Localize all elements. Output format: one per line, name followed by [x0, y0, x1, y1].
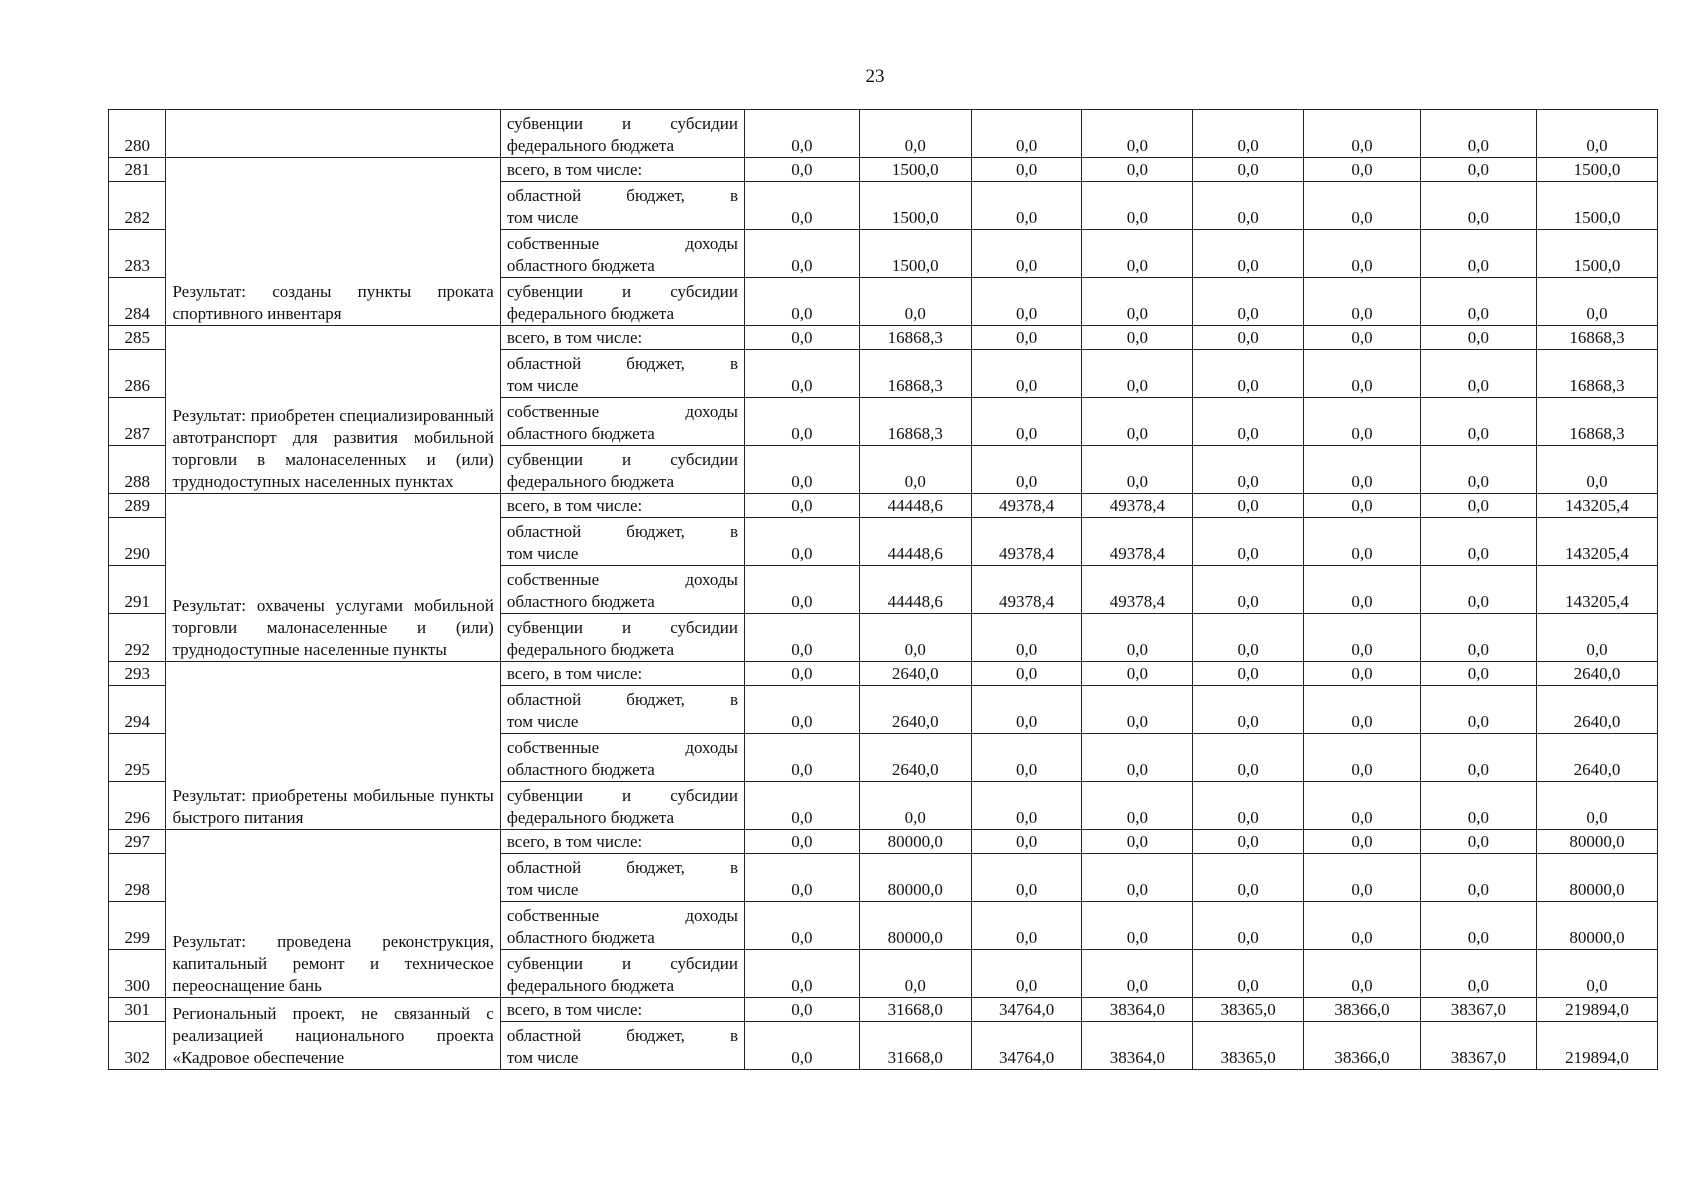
- year-value-cell: 0,0: [1082, 326, 1193, 350]
- year-value-cell: 38364,0: [1082, 998, 1193, 1022]
- row-number: 284: [109, 278, 166, 326]
- year-value-cell: 0,0: [1304, 854, 1421, 902]
- year-value-cell: 0,0: [744, 902, 859, 950]
- year-value-cell: 0,0: [1420, 614, 1536, 662]
- row-number: 293: [109, 662, 166, 686]
- total-value-cell: 0,0: [1536, 446, 1657, 494]
- year-value-cell: 34764,0: [971, 998, 1082, 1022]
- funding-source-line: том числе: [506, 208, 579, 227]
- year-value-cell: 16868,3: [859, 350, 971, 398]
- year-value-cell: 49378,4: [1082, 494, 1193, 518]
- year-value-cell: 0,0: [1304, 614, 1421, 662]
- year-value-cell: 0,0: [971, 734, 1082, 782]
- year-value-cell: 0,0: [1082, 614, 1193, 662]
- funding-source-line: всего, в том числе:: [506, 328, 643, 347]
- funding-source-line: собственные доходы: [506, 738, 738, 757]
- year-value-cell: 49378,4: [971, 494, 1082, 518]
- year-value-cell: 0,0: [1420, 566, 1536, 614]
- year-value-cell: 0,0: [1304, 446, 1421, 494]
- year-value-cell: 0,0: [744, 494, 859, 518]
- year-value-cell: 1500,0: [859, 182, 971, 230]
- year-value-cell: 0,0: [1082, 902, 1193, 950]
- year-value-cell: 0,0: [744, 110, 859, 158]
- year-value-cell: 0,0: [1082, 398, 1193, 446]
- table-row: [109, 326, 1658, 350]
- result-description: [166, 110, 500, 158]
- total-value-cell: 2640,0: [1536, 686, 1657, 734]
- year-value-cell: 0,0: [1193, 854, 1304, 902]
- row-number: 301: [109, 998, 166, 1022]
- year-value-cell: 0,0: [1193, 950, 1304, 998]
- year-value-cell: 0,0: [1420, 446, 1536, 494]
- funding-source-line: субвенции и субсидии: [506, 954, 738, 973]
- year-value-cell: 0,0: [1193, 830, 1304, 854]
- total-value-cell: 143205,4: [1536, 494, 1657, 518]
- row-number: 291: [109, 566, 166, 614]
- year-value-cell: 0,0: [1082, 734, 1193, 782]
- year-value-cell: 0,0: [971, 902, 1082, 950]
- year-value-cell: 0,0: [1304, 686, 1421, 734]
- year-value-cell: 0,0: [1082, 950, 1193, 998]
- funding-source-line: собственные доходы: [506, 906, 738, 925]
- funding-source: [500, 686, 744, 734]
- row-number: 300: [109, 950, 166, 998]
- row-number: 288: [109, 446, 166, 494]
- funding-source: [500, 494, 744, 518]
- funding-source-line: субвенции и субсидии: [506, 450, 738, 469]
- funding-source: [500, 446, 744, 494]
- table-row: [109, 110, 1658, 158]
- funding-source-line: федерального бюджета: [506, 640, 675, 659]
- year-value-cell: 0,0: [1420, 398, 1536, 446]
- year-value-cell: 0,0: [971, 662, 1082, 686]
- funding-source: [500, 518, 744, 566]
- year-value-cell: 31668,0: [859, 998, 971, 1022]
- funding-source: [500, 326, 744, 350]
- year-value-cell: 0,0: [1193, 662, 1304, 686]
- year-value-cell: 0,0: [1420, 158, 1536, 182]
- funding-source-line: том числе: [506, 712, 579, 731]
- row-number: 282: [109, 182, 166, 230]
- year-value-cell: 0,0: [1193, 614, 1304, 662]
- year-value-cell: 0,0: [1193, 182, 1304, 230]
- year-value-cell: 49378,4: [1082, 518, 1193, 566]
- funding-source-line: областного бюджета: [506, 928, 655, 947]
- funding-source: [500, 614, 744, 662]
- funding-source: [500, 998, 744, 1022]
- total-value-cell: 219894,0: [1536, 1022, 1657, 1070]
- funding-source-line: всего, в том числе:: [506, 160, 643, 179]
- year-value-cell: 0,0: [859, 614, 971, 662]
- funding-source: [500, 734, 744, 782]
- year-value-cell: 0,0: [971, 350, 1082, 398]
- year-value-cell: 0,0: [744, 830, 859, 854]
- year-value-cell: 80000,0: [859, 902, 971, 950]
- year-value-cell: 0,0: [1082, 830, 1193, 854]
- funding-source-line: собственные доходы: [506, 234, 738, 253]
- row-number: 289: [109, 494, 166, 518]
- year-value-cell: 38366,0: [1304, 998, 1421, 1022]
- funding-source-line: федерального бюджета: [506, 976, 675, 995]
- year-value-cell: 0,0: [1420, 830, 1536, 854]
- year-value-cell: 0,0: [744, 446, 859, 494]
- total-value-cell: 16868,3: [1536, 350, 1657, 398]
- funding-source-line: областной бюджет, в: [506, 522, 738, 541]
- page-number: 23: [865, 66, 885, 87]
- year-value-cell: 0,0: [859, 278, 971, 326]
- total-value-cell: 0,0: [1536, 278, 1657, 326]
- funding-source-line: областного бюджета: [506, 760, 655, 779]
- year-value-cell: 0,0: [1304, 350, 1421, 398]
- funding-source-line: федерального бюджета: [506, 136, 675, 155]
- funding-source-line: федерального бюджета: [506, 472, 675, 491]
- funding-source-line: федерального бюджета: [506, 808, 675, 827]
- year-value-cell: 0,0: [744, 686, 859, 734]
- year-value-cell: 0,0: [1193, 734, 1304, 782]
- year-value-cell: 0,0: [971, 182, 1082, 230]
- total-value-cell: 1500,0: [1536, 182, 1657, 230]
- funding-source-line: областного бюджета: [506, 256, 655, 275]
- year-value-cell: 0,0: [971, 158, 1082, 182]
- funding-source: [500, 662, 744, 686]
- year-value-cell: 0,0: [1304, 182, 1421, 230]
- total-value-cell: 143205,4: [1536, 518, 1657, 566]
- year-value-cell: 0,0: [744, 158, 859, 182]
- year-value-cell: 0,0: [1420, 902, 1536, 950]
- year-value-cell: 0,0: [1304, 566, 1421, 614]
- year-value-cell: 0,0: [859, 782, 971, 830]
- year-value-cell: 0,0: [1082, 182, 1193, 230]
- year-value-cell: 0,0: [744, 662, 859, 686]
- year-value-cell: 0,0: [1420, 230, 1536, 278]
- funding-source-line: областной бюджет, в: [506, 186, 738, 205]
- year-value-cell: 31668,0: [859, 1022, 971, 1070]
- year-value-cell: 0,0: [1420, 278, 1536, 326]
- year-value-cell: 0,0: [1193, 518, 1304, 566]
- year-value-cell: 44448,6: [859, 566, 971, 614]
- year-value-cell: 0,0: [1304, 230, 1421, 278]
- year-value-cell: 2640,0: [859, 734, 971, 782]
- year-value-cell: 0,0: [971, 110, 1082, 158]
- funding-source: [500, 782, 744, 830]
- year-value-cell: 0,0: [1420, 782, 1536, 830]
- funding-source-line: собственные доходы: [506, 402, 738, 421]
- funding-source-line: том числе: [506, 376, 579, 395]
- table-row: [109, 998, 1658, 1022]
- year-value-cell: 38367,0: [1420, 998, 1536, 1022]
- year-value-cell: 0,0: [744, 326, 859, 350]
- year-value-cell: 0,0: [1304, 902, 1421, 950]
- year-value-cell: 2640,0: [859, 686, 971, 734]
- year-value-cell: 0,0: [744, 518, 859, 566]
- year-value-cell: 0,0: [971, 278, 1082, 326]
- funding-source-line: всего, в том числе:: [506, 832, 643, 851]
- row-number: 280: [109, 110, 166, 158]
- year-value-cell: 0,0: [744, 398, 859, 446]
- year-value-cell: 0,0: [859, 950, 971, 998]
- funding-source-line: всего, в том числе:: [506, 664, 643, 683]
- funding-source-line: всего, в том числе:: [506, 496, 643, 515]
- year-value-cell: 44448,6: [859, 494, 971, 518]
- year-value-cell: 0,0: [1420, 494, 1536, 518]
- year-value-cell: 80000,0: [859, 854, 971, 902]
- year-value-cell: 0,0: [1193, 110, 1304, 158]
- total-value-cell: 80000,0: [1536, 902, 1657, 950]
- funding-source-line: областного бюджета: [506, 592, 655, 611]
- funding-source-line: областной бюджет, в: [506, 354, 738, 373]
- year-value-cell: 0,0: [971, 230, 1082, 278]
- total-value-cell: 16868,3: [1536, 326, 1657, 350]
- table-row: [109, 158, 1658, 182]
- year-value-cell: 0,0: [1304, 110, 1421, 158]
- year-value-cell: 0,0: [1082, 782, 1193, 830]
- year-value-cell: 0,0: [1304, 398, 1421, 446]
- funding-source: [500, 902, 744, 950]
- funding-source: [500, 1022, 744, 1070]
- year-value-cell: 0,0: [1082, 662, 1193, 686]
- year-value-cell: 0,0: [1193, 278, 1304, 326]
- funding-source: [500, 566, 744, 614]
- funding-source: [500, 110, 744, 158]
- year-value-cell: 38365,0: [1193, 1022, 1304, 1070]
- year-value-cell: 0,0: [971, 854, 1082, 902]
- row-number: 283: [109, 230, 166, 278]
- year-value-cell: 0,0: [1304, 158, 1421, 182]
- year-value-cell: 0,0: [1193, 782, 1304, 830]
- funding-source: [500, 278, 744, 326]
- year-value-cell: 0,0: [1420, 734, 1536, 782]
- year-value-cell: 0,0: [1304, 326, 1421, 350]
- row-number: 297: [109, 830, 166, 854]
- funding-source: [500, 158, 744, 182]
- total-value-cell: 80000,0: [1536, 854, 1657, 902]
- year-value-cell: 0,0: [1193, 326, 1304, 350]
- year-value-cell: 0,0: [1193, 566, 1304, 614]
- year-value-cell: 0,0: [1193, 398, 1304, 446]
- total-value-cell: 143205,4: [1536, 566, 1657, 614]
- year-value-cell: 0,0: [971, 326, 1082, 350]
- year-value-cell: 0,0: [744, 182, 859, 230]
- total-value-cell: 16868,3: [1536, 398, 1657, 446]
- funding-source: [500, 230, 744, 278]
- row-number: 302: [109, 1022, 166, 1070]
- year-value-cell: 0,0: [1193, 350, 1304, 398]
- year-value-cell: 0,0: [971, 686, 1082, 734]
- year-value-cell: 38364,0: [1082, 1022, 1193, 1070]
- year-value-cell: 0,0: [1420, 350, 1536, 398]
- year-value-cell: 0,0: [1193, 902, 1304, 950]
- funding-source: [500, 398, 744, 446]
- year-value-cell: 0,0: [744, 230, 859, 278]
- total-value-cell: 219894,0: [1536, 998, 1657, 1022]
- year-value-cell: 1500,0: [859, 158, 971, 182]
- year-value-cell: 0,0: [744, 950, 859, 998]
- year-value-cell: 0,0: [1082, 686, 1193, 734]
- year-value-cell: 0,0: [1082, 854, 1193, 902]
- year-value-cell: 1500,0: [859, 230, 971, 278]
- year-value-cell: 16868,3: [859, 398, 971, 446]
- year-value-cell: 0,0: [971, 446, 1082, 494]
- year-value-cell: 0,0: [971, 830, 1082, 854]
- funding-source-line: субвенции и субсидии: [506, 786, 738, 805]
- funding-source-line: субвенции и субсидии: [506, 282, 738, 301]
- year-value-cell: 0,0: [1304, 278, 1421, 326]
- year-value-cell: 0,0: [1193, 494, 1304, 518]
- funding-source-line: том числе: [506, 544, 579, 563]
- year-value-cell: 0,0: [1304, 494, 1421, 518]
- result-description: Результат: созданы пункты проката спортивного инвентаря: [166, 158, 500, 326]
- row-number: 281: [109, 158, 166, 182]
- year-value-cell: 0,0: [744, 566, 859, 614]
- year-value-cell: 0,0: [971, 614, 1082, 662]
- year-value-cell: 0,0: [1082, 158, 1193, 182]
- year-value-cell: 0,0: [1420, 662, 1536, 686]
- year-value-cell: 0,0: [1420, 854, 1536, 902]
- row-number: 296: [109, 782, 166, 830]
- year-value-cell: 0,0: [859, 110, 971, 158]
- year-value-cell: 0,0: [971, 950, 1082, 998]
- year-value-cell: 0,0: [1082, 230, 1193, 278]
- funding-source-line: том числе: [506, 1048, 579, 1067]
- funding-source-line: областной бюджет, в: [506, 858, 738, 877]
- year-value-cell: 0,0: [1304, 950, 1421, 998]
- funding-source-line: областного бюджета: [506, 424, 655, 443]
- year-value-cell: 0,0: [1304, 734, 1421, 782]
- year-value-cell: 0,0: [1304, 662, 1421, 686]
- year-value-cell: 0,0: [859, 446, 971, 494]
- total-value-cell: 2640,0: [1536, 734, 1657, 782]
- year-value-cell: 0,0: [744, 350, 859, 398]
- year-value-cell: 0,0: [1193, 446, 1304, 494]
- row-number: 285: [109, 326, 166, 350]
- year-value-cell: 0,0: [744, 278, 859, 326]
- year-value-cell: 0,0: [1193, 158, 1304, 182]
- year-value-cell: 0,0: [1420, 182, 1536, 230]
- year-value-cell: 34764,0: [971, 1022, 1082, 1070]
- year-value-cell: 49378,4: [971, 566, 1082, 614]
- year-value-cell: 38365,0: [1193, 998, 1304, 1022]
- year-value-cell: 0,0: [1082, 350, 1193, 398]
- total-value-cell: 1500,0: [1536, 230, 1657, 278]
- year-value-cell: 0,0: [744, 854, 859, 902]
- year-value-cell: 0,0: [744, 998, 859, 1022]
- table-row: [109, 830, 1658, 854]
- funding-source: [500, 950, 744, 998]
- funding-source-line: том числе: [506, 880, 579, 899]
- result-description: Результат: охвачены услугами мобильной торговли малонаселенные и (или) труднодоступные населенные пункты: [166, 494, 500, 662]
- total-value-cell: 80000,0: [1536, 830, 1657, 854]
- total-value-cell: 2640,0: [1536, 662, 1657, 686]
- year-value-cell: 0,0: [971, 782, 1082, 830]
- funding-source-line: собственные доходы: [506, 570, 738, 589]
- result-description: Региональный проект, не связанный с реализацией национального проекта «Кадровое обеспечение: [166, 998, 500, 1070]
- year-value-cell: 44448,6: [859, 518, 971, 566]
- funding-source-line: областной бюджет, в: [506, 690, 738, 709]
- year-value-cell: 0,0: [1420, 326, 1536, 350]
- row-number: 287: [109, 398, 166, 446]
- funding-source-line: федерального бюджета: [506, 304, 675, 323]
- year-value-cell: 0,0: [1420, 950, 1536, 998]
- year-value-cell: 49378,4: [1082, 566, 1193, 614]
- funding-source-line: областной бюджет, в: [506, 1026, 738, 1045]
- row-number: 290: [109, 518, 166, 566]
- year-value-cell: 0,0: [744, 614, 859, 662]
- funding-source-line: субвенции и субсидии: [506, 618, 738, 637]
- year-value-cell: 0,0: [1304, 518, 1421, 566]
- funding-source: [500, 182, 744, 230]
- year-value-cell: 0,0: [1082, 278, 1193, 326]
- result-description: Результат: проведена реконструкция, капитальный ремонт и техническое переоснащение бань: [166, 830, 500, 998]
- total-value-cell: 0,0: [1536, 614, 1657, 662]
- budget-table: [108, 109, 1658, 1070]
- row-number: 292: [109, 614, 166, 662]
- year-value-cell: 0,0: [971, 398, 1082, 446]
- row-number: 298: [109, 854, 166, 902]
- year-value-cell: 2640,0: [859, 662, 971, 686]
- table-body: [109, 110, 1658, 1070]
- year-value-cell: 0,0: [1193, 230, 1304, 278]
- total-value-cell: 1500,0: [1536, 158, 1657, 182]
- funding-source-line: субвенции и субсидии: [506, 114, 738, 133]
- total-value-cell: 0,0: [1536, 110, 1657, 158]
- funding-source-line: всего, в том числе:: [506, 1000, 643, 1019]
- row-number: 299: [109, 902, 166, 950]
- funding-source: [500, 350, 744, 398]
- result-description: Результат: приобретен специализированный автотранспорт для развития мобильной торговли в малонаселенных и (или) труднодоступных населенных пунктах: [166, 326, 500, 494]
- year-value-cell: 0,0: [1193, 686, 1304, 734]
- year-value-cell: 0,0: [1304, 830, 1421, 854]
- row-number: 294: [109, 686, 166, 734]
- year-value-cell: 38367,0: [1420, 1022, 1536, 1070]
- year-value-cell: 0,0: [1420, 518, 1536, 566]
- year-value-cell: 0,0: [1082, 110, 1193, 158]
- year-value-cell: 80000,0: [859, 830, 971, 854]
- total-value-cell: 0,0: [1536, 950, 1657, 998]
- year-value-cell: 0,0: [744, 1022, 859, 1070]
- year-value-cell: 0,0: [1420, 110, 1536, 158]
- year-value-cell: 38366,0: [1304, 1022, 1421, 1070]
- year-value-cell: 0,0: [744, 782, 859, 830]
- table-row: [109, 662, 1658, 686]
- table-row: [109, 494, 1658, 518]
- funding-source: [500, 830, 744, 854]
- result-description: Результат: приобретены мобильные пункты быстрого питания: [166, 662, 500, 830]
- year-value-cell: 0,0: [1304, 782, 1421, 830]
- year-value-cell: 0,0: [1082, 446, 1193, 494]
- year-value-cell: 16868,3: [859, 326, 971, 350]
- funding-source: [500, 854, 744, 902]
- row-number: 295: [109, 734, 166, 782]
- year-value-cell: 0,0: [744, 734, 859, 782]
- year-value-cell: 49378,4: [971, 518, 1082, 566]
- year-value-cell: 0,0: [1420, 686, 1536, 734]
- row-number: 286: [109, 350, 166, 398]
- total-value-cell: 0,0: [1536, 782, 1657, 830]
